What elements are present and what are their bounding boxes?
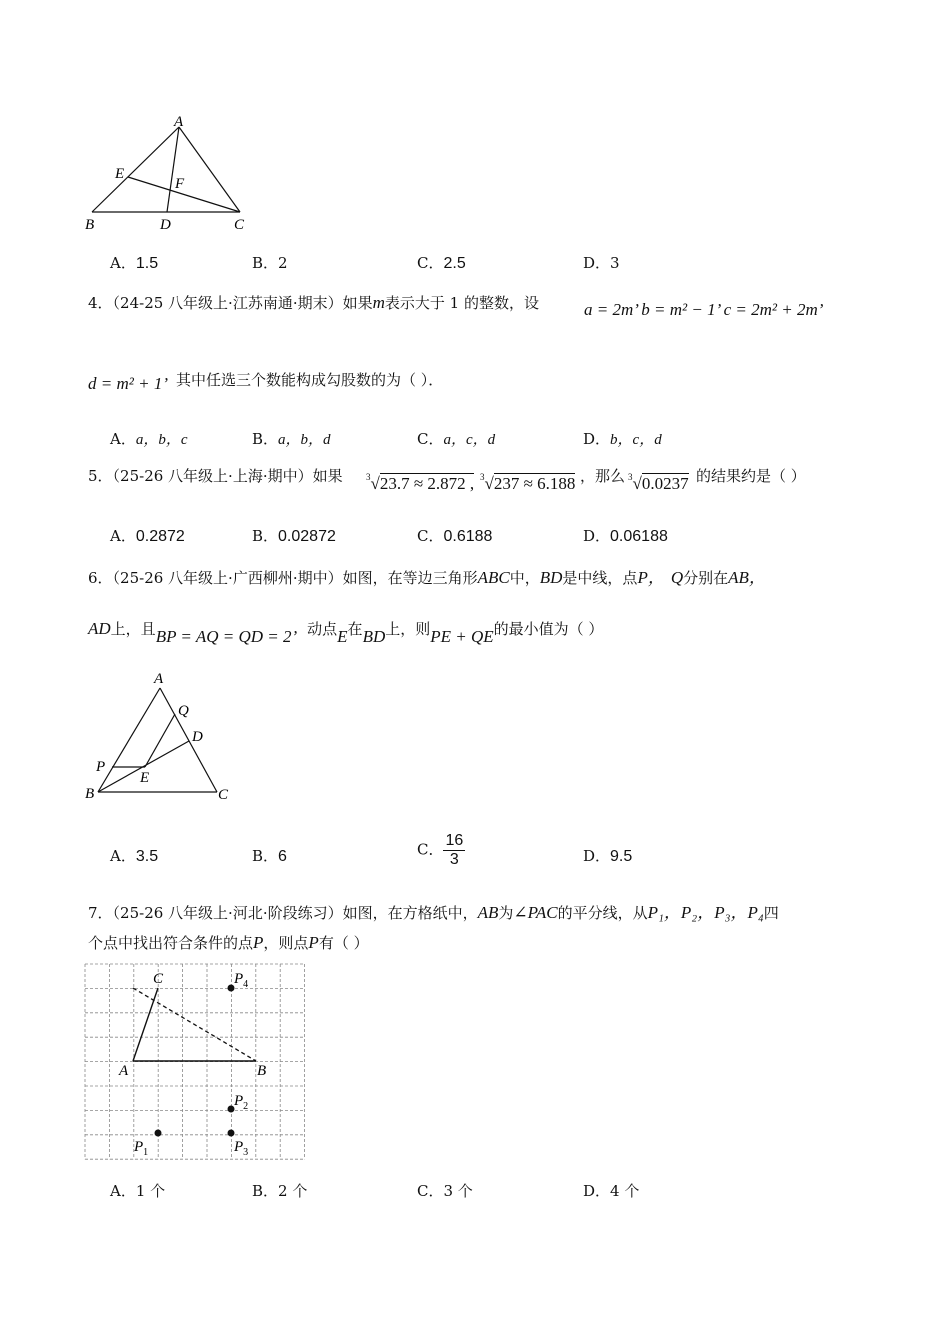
- q4-expr-d: d = m² + 1’: [88, 374, 168, 393]
- fraction: $\frac{16}{3}$: [445, 832, 464, 868]
- side-ac: [179, 127, 240, 212]
- label-e: E: [115, 166, 125, 182]
- q4-option-a[interactable]: A．a，b，c: [110, 430, 188, 448]
- side-ab: [92, 127, 179, 212]
- q6-option-d[interactable]: D．9.5: [583, 847, 633, 865]
- q3-option-a[interactable]: A．1.5: [110, 254, 159, 272]
- label-b: B: [257, 1063, 267, 1079]
- q5-option-c[interactable]: C．0.6188: [417, 527, 493, 545]
- q4-option-d[interactable]: D．b，c，d: [583, 430, 662, 448]
- figure-grid: [84, 962, 309, 1162]
- q6-option-a[interactable]: A．3.5: [110, 847, 159, 865]
- root-sign-icon: √: [632, 474, 642, 493]
- segment-ac: [133, 988, 158, 1061]
- label-c: C: [218, 787, 229, 803]
- q4-option-c[interactable]: C．a，c，d: [417, 430, 496, 448]
- q5-option-d[interactable]: D．0.06188: [583, 527, 668, 545]
- q5-option-b[interactable]: B．0.02872: [252, 527, 336, 545]
- q7-option-c[interactable]: C．3 个: [417, 1182, 473, 1200]
- figure-triangle-abc: [80, 110, 260, 235]
- q3-option-c[interactable]: C．2.5: [417, 254, 466, 272]
- label-p1: $P_1$: [134, 1139, 149, 1158]
- q4-stem: 4．（24-25 八年级上·江苏南通·期末）如果m表示大于 1 的整数，设: [88, 293, 539, 312]
- q7-option-b[interactable]: B．2 个: [252, 1182, 308, 1200]
- label-q: Q: [178, 703, 189, 719]
- q4-stem-tail: 其中任选三个数能构成勾股数的为（ ）．: [176, 371, 444, 389]
- q3-option-b[interactable]: B．2: [252, 254, 288, 272]
- label-a: A: [154, 671, 164, 687]
- q3-option-d[interactable]: D．3: [583, 254, 620, 272]
- label-a: A: [119, 1063, 129, 1079]
- label-f: F: [175, 176, 185, 192]
- label-b: B: [85, 786, 95, 802]
- q7-option-d[interactable]: D．4 个: [583, 1182, 640, 1200]
- q5-root-expr-3: $^3$√0.0237: [628, 472, 689, 493]
- q6-option-b[interactable]: B．6: [252, 847, 287, 865]
- point-p1: [155, 1130, 162, 1137]
- label-c: C: [153, 971, 164, 987]
- segment-cb-dashed: [133, 988, 256, 1061]
- label-c: C: [234, 217, 245, 233]
- label-a: A: [174, 114, 184, 130]
- q6-stem-line2: AD上，且BP = AQ = QD = 2’ 动点E在BD上，则PE + QE的最小值为（ ）: [88, 619, 604, 646]
- label-p3: $P_3$: [234, 1139, 249, 1158]
- q5-stem-tail: 的结果约是（ ）: [696, 467, 806, 485]
- label-p2: $P_2$: [234, 1093, 249, 1112]
- q4-option-b[interactable]: B．a，b，d: [252, 430, 331, 448]
- q6-option-c[interactable]: C． $\frac{16}{3}$: [417, 832, 464, 868]
- label-d: D: [160, 217, 171, 233]
- label-p4: $P_4$: [234, 971, 249, 990]
- point-p3: [228, 1130, 235, 1137]
- side-ab: [98, 688, 160, 792]
- figure-equilateral-triangle: [80, 668, 240, 808]
- q7-stem-line1: 7．（25-26 八年级上·河北·阶段练习）如图，在方格纸中，AB为∠PAC的平分线，从P₁，P₂，P₃，P₄四: [88, 903, 779, 922]
- q5-root-expr-2: $^3$√237 ≈ 6.188: [480, 472, 576, 493]
- q5-option-a[interactable]: A．0.2872: [110, 527, 185, 545]
- root-sign-icon: √: [484, 474, 494, 493]
- label-p: P: [96, 759, 106, 775]
- label-d: D: [192, 729, 203, 745]
- label-b: B: [85, 217, 95, 233]
- q5-stem-start: 5．（25-26 八年级上·上海·期中）如果: [88, 467, 343, 485]
- q7-stem-line2: 个点中找出符合条件的点P，则点P有（ ）: [88, 933, 369, 952]
- q7-option-a[interactable]: A．1 个: [110, 1182, 166, 1200]
- q5-root-expr-1: $^3$√23.7 ≈ 2.872 ,: [366, 472, 475, 493]
- q5-stem-mid: ，那么: [580, 467, 626, 485]
- q4-expr-abc: a = 2m’ b = m² − 1’ c = 2m² + 2m’: [584, 300, 824, 319]
- label-e: E: [140, 770, 150, 786]
- q6-stem-line1: 6．（25-26 八年级上·广西柳州·期中）如图，在等边三角形ABC中，BD是中线，点P， Q分别在AB，: [88, 568, 766, 587]
- root-sign-icon: √: [370, 474, 380, 493]
- segment-qe: [145, 714, 175, 767]
- segment-ad: [167, 127, 179, 212]
